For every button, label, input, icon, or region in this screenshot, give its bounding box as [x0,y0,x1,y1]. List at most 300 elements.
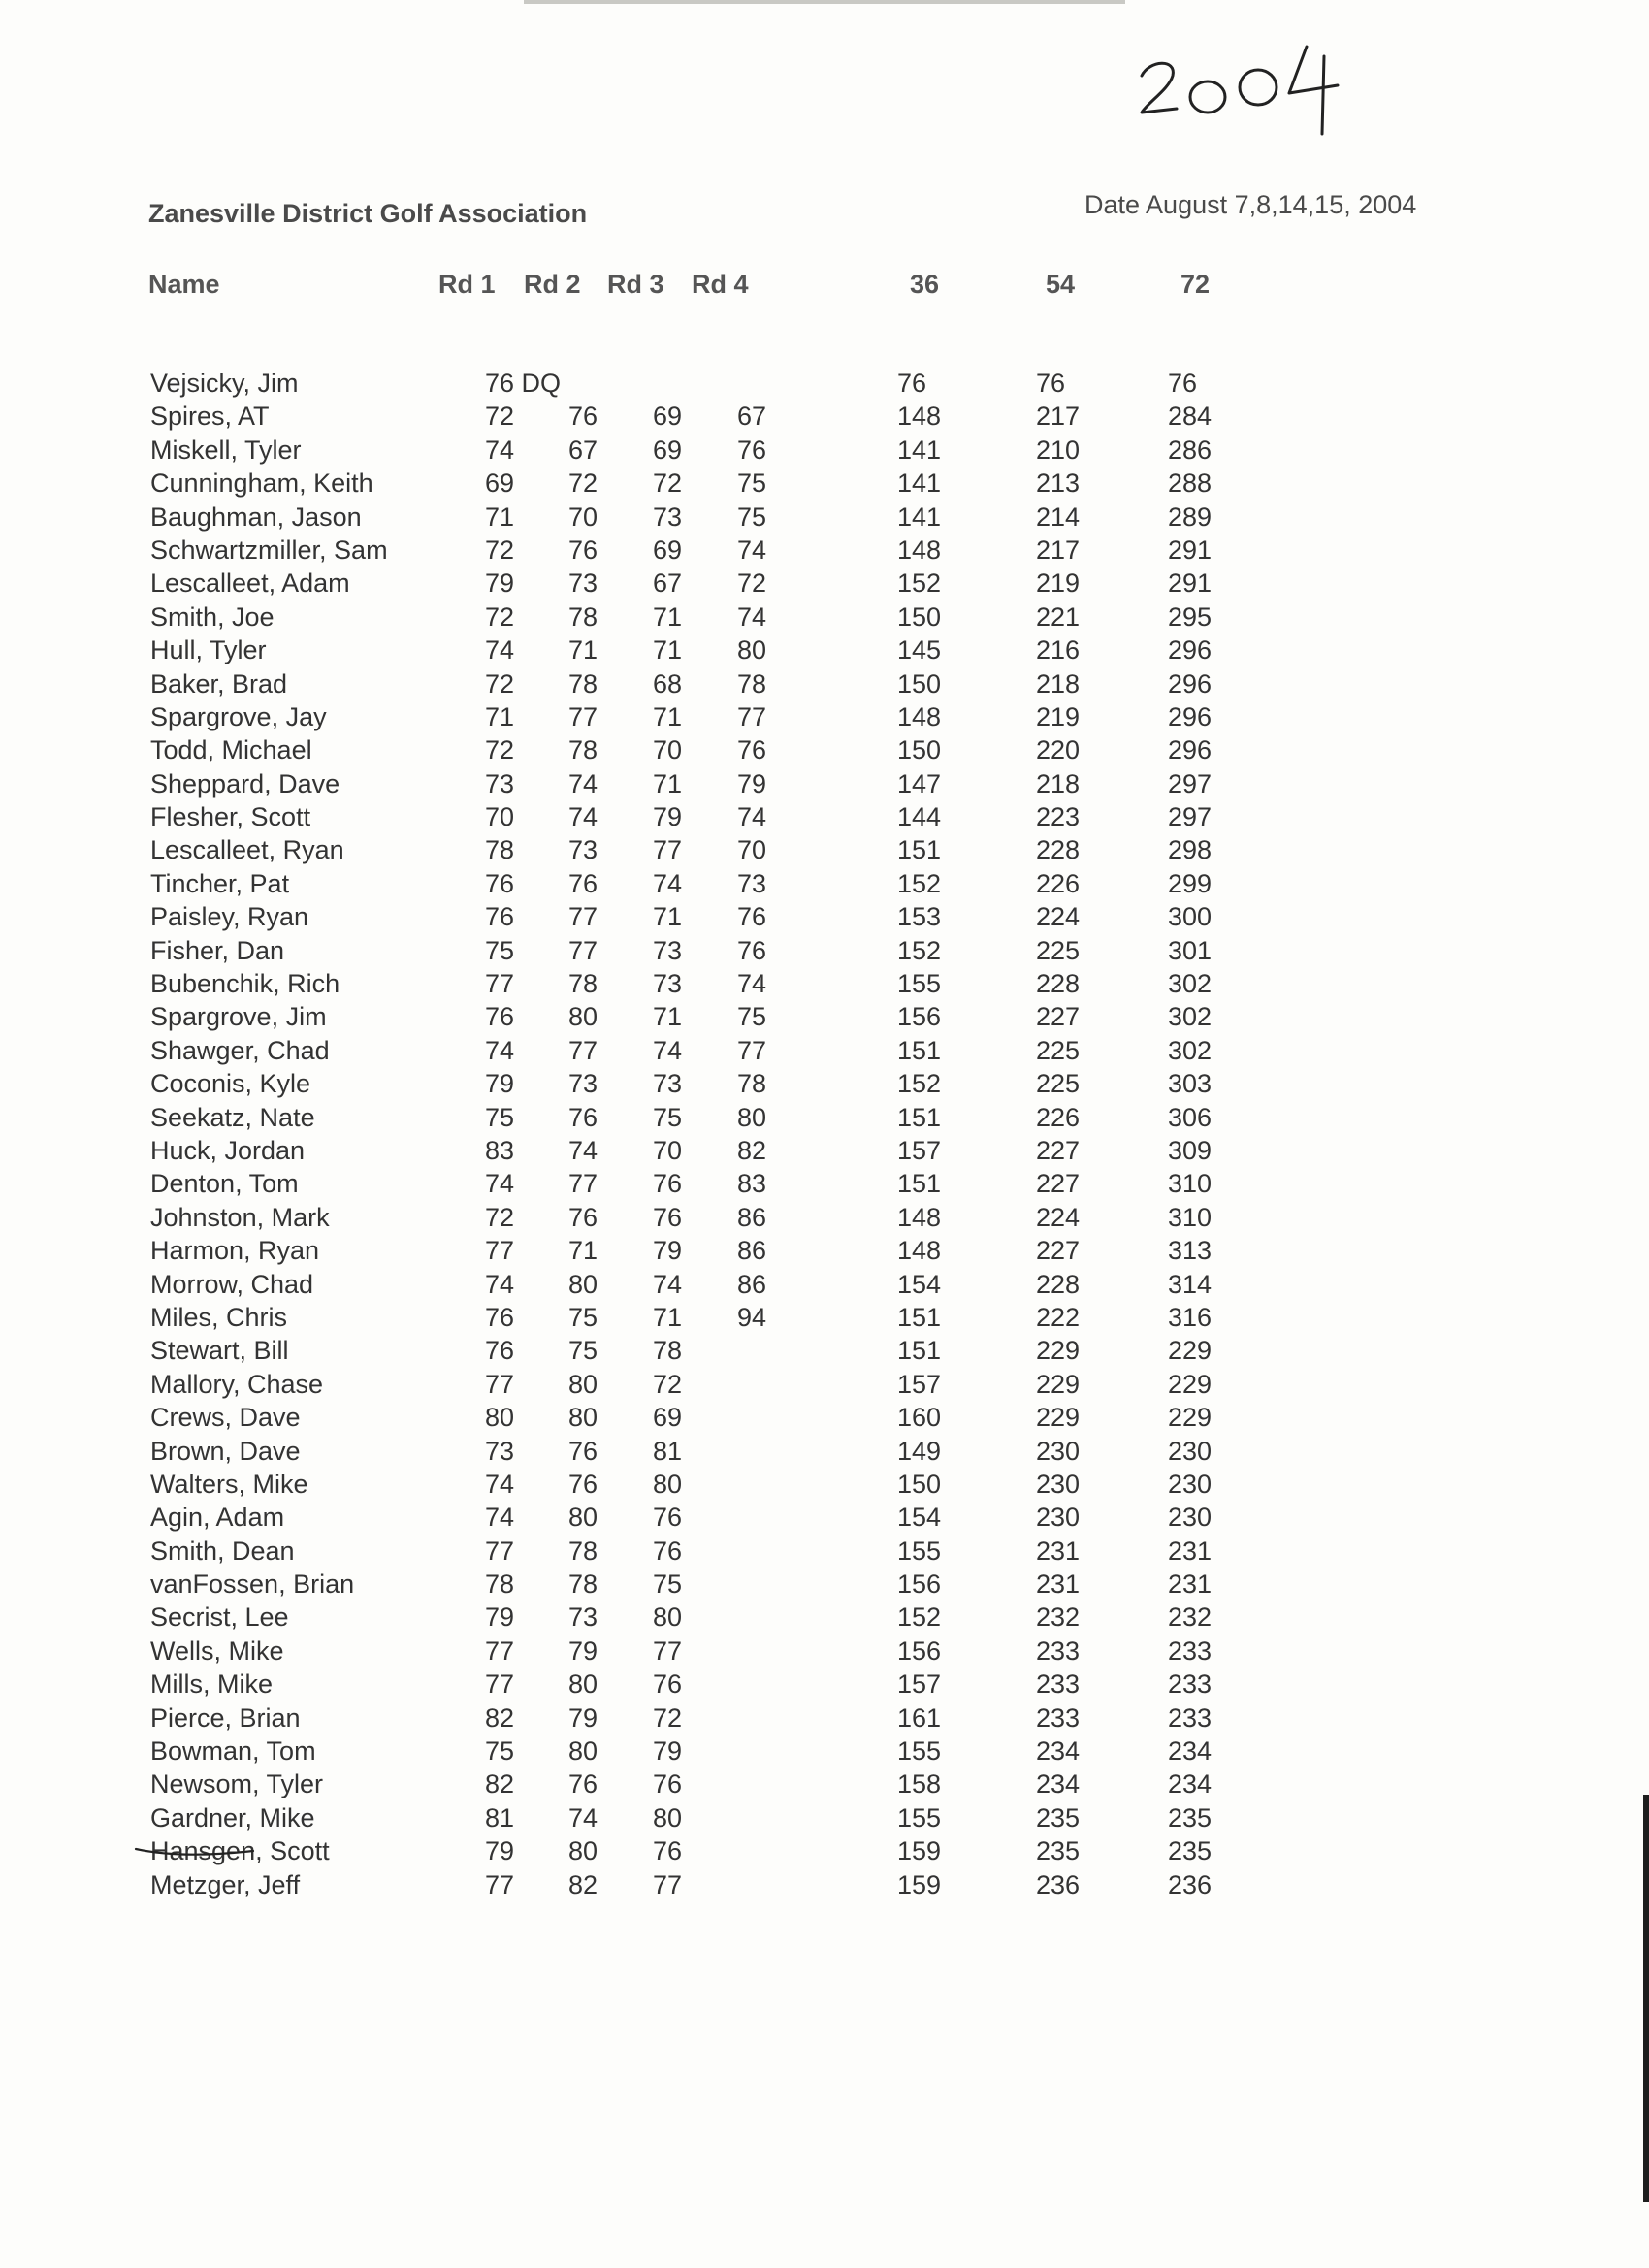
cell-t36: 159 [897,1836,942,1866]
cell-rd3: 68 [653,668,683,698]
cell-name: Coconis, Kyle [150,1069,311,1099]
cell-rd2: 77 [568,701,598,731]
cell-t72: 76 [1168,369,1198,398]
table-row [0,769,1649,802]
cell-rd2: 67 [568,435,598,465]
cell-rd3: 76 [653,1169,683,1199]
cell-name: Fisher, Dan [150,935,285,965]
cell-t54: 228 [1036,1269,1081,1299]
cell-t54: 225 [1036,935,1081,965]
cell-t36: 152 [897,868,942,898]
cell-t72: 230 [1168,1436,1212,1466]
cell-rd1: 79 [485,568,515,599]
cell-t36: 151 [897,1336,942,1366]
cell-rd4: 83 [737,1169,767,1199]
cell-rd2: 77 [568,1035,598,1065]
cell-t54: 217 [1036,402,1081,432]
cell-rd2: 79 [568,1636,598,1666]
cell-rd1: 70 [485,802,515,832]
cell-t36: 150 [897,601,942,632]
table-row [0,1303,1649,1336]
cell-rd3: 81 [653,1436,683,1466]
cell-t54: 230 [1036,1469,1081,1499]
table-row [0,1603,1649,1636]
cell-t72: 235 [1168,1802,1212,1832]
scan-edge-top [524,0,1125,4]
cell-t54: 230 [1036,1503,1081,1533]
cell-t54: 219 [1036,701,1081,731]
cell-t72: 301 [1168,935,1212,965]
cell-t36: 151 [897,1035,942,1065]
cell-t72: 233 [1168,1702,1212,1733]
cell-name: Vejsicky, Jim [150,369,299,398]
cell-t54: 227 [1036,1135,1081,1165]
cell-t36: 148 [897,1236,942,1266]
cell-rd4: 77 [737,701,767,731]
cell-rd2: 71 [568,1236,598,1266]
table-row [0,1270,1649,1303]
cell-rd2: 76 [568,402,598,432]
cell-t54: 221 [1036,601,1081,632]
cell-rd4: 74 [737,535,767,565]
table-row [0,1870,1649,1903]
cell-rd1: 74 [485,1469,515,1499]
cell-rd1: 71 [485,701,515,731]
cell-t36: 76 [897,369,927,398]
cell-t36: 161 [897,1702,942,1733]
cell-t54: 231 [1036,1536,1081,1566]
cell-rd2: 76 [568,1102,598,1132]
cell-rd1: 77 [485,969,515,999]
cell-rd1: 76 [485,1002,515,1032]
table-row [0,1437,1649,1470]
cell-rd3: 80 [653,1469,683,1499]
cell-t36: 141 [897,435,942,465]
header-54-hole-total: 54 [1046,270,1076,299]
cell-name: Metzger, Jeff [150,1869,301,1899]
cell-rd4: 77 [737,1035,767,1065]
cell-t72: 291 [1168,568,1212,599]
cell-rd2: 76 [568,868,598,898]
cell-rd1: 77 [485,1869,515,1899]
cell-rd1: 73 [485,1436,515,1466]
cell-rd3: 76 [653,1536,683,1566]
cell-t54: 219 [1036,568,1081,599]
cell-t54: 220 [1036,735,1081,765]
cell-rd3: 76 [653,1836,683,1866]
cell-name: Wells, Mike [150,1636,284,1666]
cell-t54: 233 [1036,1702,1081,1733]
header-72-hole-total: 72 [1180,270,1211,299]
cell-t36: 148 [897,701,942,731]
cell-name: Newsom, Tyler [150,1769,324,1799]
cell-t54: 226 [1036,868,1081,898]
cell-name: Spargrove, Jim [150,1002,327,1032]
cell-rd1: 77 [485,1536,515,1566]
table-row [0,1403,1649,1436]
cell-rd4: 76 [737,935,767,965]
table-row [0,602,1649,635]
cell-t54: 214 [1036,502,1081,532]
cell-rd3: 71 [653,1302,683,1332]
cell-rd2: 74 [568,768,598,798]
cell-rd2: 80 [568,1369,598,1399]
cell-rd1: 76 [485,868,515,898]
table-row [0,1769,1649,1802]
cell-t36: 151 [897,835,942,865]
cell-rd1: 76 [485,1302,515,1332]
cell-name: Crews, Dave [150,1403,301,1433]
cell-rd1: 83 [485,1135,515,1165]
cell-rd3: 72 [653,1369,683,1399]
cell-rd3: 69 [653,535,683,565]
cell-rd3: 71 [653,601,683,632]
cell-rd1: 82 [485,1769,515,1799]
cell-t36: 159 [897,1869,942,1899]
cell-t36: 157 [897,1669,942,1700]
cell-rd1: 76 [485,902,515,932]
table-row [0,1537,1649,1570]
cell-t54: 218 [1036,768,1081,798]
cell-t72: 297 [1168,802,1212,832]
cell-t54: 224 [1036,1202,1081,1232]
cell-t54: 210 [1036,435,1081,465]
cell-name: Baker, Brad [150,668,288,698]
table-row [0,369,1649,402]
cell-t72: 236 [1168,1869,1212,1899]
cell-t72: 303 [1168,1069,1212,1099]
cell-t54: 229 [1036,1403,1081,1433]
cell-t36: 148 [897,1202,942,1232]
cell-rd2: 76 [568,1769,598,1799]
cell-t54: 233 [1036,1636,1081,1666]
cell-name: Hull, Tyler [150,635,267,665]
cell-rd3: 69 [653,435,683,465]
cell-name: Schwartzmiller, Sam [150,535,388,565]
cell-t36: 155 [897,1736,942,1766]
cell-rd4: 67 [737,402,767,432]
cell-t54: 229 [1036,1336,1081,1366]
cell-name: Gardner, Mike [150,1802,315,1832]
cell-t54: 227 [1036,1236,1081,1266]
cell-rd3: 75 [653,1102,683,1132]
cell-rd2: 80 [568,1002,598,1032]
cell-rd2: 78 [568,1536,598,1566]
table-row [0,635,1649,668]
cell-t54: 225 [1036,1069,1081,1099]
handwritten-year-drawing [1130,39,1363,136]
cell-t36: 156 [897,1570,942,1600]
cell-rd1: 80 [485,1403,515,1433]
cell-rd2: 74 [568,802,598,832]
cell-t54: 235 [1036,1836,1081,1866]
event-date: Date August 7,8,14,15, 2004 [1084,190,1417,219]
cell-name: Agin, Adam [150,1503,285,1533]
cell-rd2: 75 [568,1302,598,1332]
cell-rd1: 72 [485,668,515,698]
cell-rd1: 79 [485,1836,515,1866]
cell-t72: 299 [1168,868,1212,898]
cell-t72: 231 [1168,1536,1212,1566]
cell-rd4: 74 [737,969,767,999]
cell-t36: 154 [897,1503,942,1533]
cell-t72: 235 [1168,1836,1212,1866]
cell-name: Lescalleet, Ryan [150,835,344,865]
cell-t36: 151 [897,1302,942,1332]
cell-name: Seekatz, Nate [150,1102,315,1132]
cell-rd3: 80 [653,1802,683,1832]
table-row [0,1036,1649,1069]
header-name: Name [148,270,220,299]
cell-name: Brown, Dave [150,1436,301,1466]
cell-name: Morrow, Chad [150,1269,314,1299]
cell-t72: 284 [1168,402,1212,432]
header-36-hole-total: 36 [910,270,940,299]
cell-name: Baughman, Jason [150,502,362,532]
cell-t36: 160 [897,1403,942,1433]
table-row [0,1136,1649,1169]
table-row [0,1336,1649,1369]
cell-name: Sheppard, Dave [150,768,340,798]
table-row [0,1669,1649,1702]
cell-rd4: 75 [737,469,767,499]
cell-t36: 155 [897,969,942,999]
cell-rd2: 74 [568,1802,598,1832]
cell-name: Todd, Michael [150,735,312,765]
cell-rd1: 72 [485,1202,515,1232]
cell-name: Walters, Mike [150,1469,308,1499]
table-row [0,1470,1649,1503]
cell-rd4: 86 [737,1202,767,1232]
cell-rd1: 74 [485,1503,515,1533]
cell-rd1: 72 [485,535,515,565]
cell-rd4: 75 [737,1002,767,1032]
cell-rd4: 76 [737,902,767,932]
cell-name: Smith, Dean [150,1536,295,1566]
cell-rd3: 74 [653,868,683,898]
cell-rd2: 80 [568,1503,598,1533]
cell-rd2: 80 [568,1736,598,1766]
cell-rd3: 74 [653,1035,683,1065]
cell-rd1: 74 [485,635,515,665]
cell-t36: 141 [897,502,942,532]
score-table [0,369,1649,1903]
cell-t36: 144 [897,802,942,832]
cell-t36: 150 [897,1469,942,1499]
handwritten-year [1130,39,1363,136]
cell-rd2: 77 [568,1169,598,1199]
cell-rd4: 76 [737,435,767,465]
cell-t36: 157 [897,1135,942,1165]
cell-t72: 302 [1168,969,1212,999]
cell-rd2: 78 [568,735,598,765]
cell-rd2: 78 [568,601,598,632]
cell-rd4: 73 [737,868,767,898]
cell-name: Lescalleet, Adam [150,568,350,599]
cell-t54: 227 [1036,1002,1081,1032]
cell-t54: 218 [1036,668,1081,698]
table-row [0,1636,1649,1669]
cell-name: Mallory, Chase [150,1369,324,1399]
cell-rd1: 77 [485,1369,515,1399]
cell-name: Denton, Tom [150,1169,299,1199]
table-row [0,1370,1649,1403]
cell-rd1: 74 [485,1269,515,1299]
cell-name: Mills, Mike [150,1669,273,1700]
table-row [0,902,1649,935]
cell-t54: 222 [1036,1302,1081,1332]
cell-name: Pierce, Brian [150,1702,301,1733]
cell-t72: 296 [1168,701,1212,731]
header-rd4: Rd 4 [692,270,749,299]
cell-t72: 309 [1168,1135,1212,1165]
cell-name: Johnston, Mark [150,1202,330,1232]
cell-t72: 229 [1168,1336,1212,1366]
cell-rd3: 71 [653,1002,683,1032]
cell-t72: 291 [1168,535,1212,565]
cell-t36: 151 [897,1169,942,1199]
cell-t36: 155 [897,1802,942,1832]
cell-t54: 230 [1036,1436,1081,1466]
cell-name: vanFossen, Brian [150,1570,355,1600]
cell-name: Smith, Joe [150,601,275,632]
table-row [0,835,1649,868]
cell-rd3: 79 [653,1736,683,1766]
cell-rd3: 79 [653,802,683,832]
cell-rd3: 71 [653,902,683,932]
table-row [0,1703,1649,1736]
cell-t54: 228 [1036,835,1081,865]
cell-name: Cunningham, Keith [150,469,373,499]
cell-name: Harmon, Ryan [150,1236,320,1266]
cell-t36: 152 [897,1603,942,1633]
cell-t72: 298 [1168,835,1212,865]
cell-rd3: 70 [653,735,683,765]
cell-t72: 234 [1168,1769,1212,1799]
cell-rd3: 78 [653,1336,683,1366]
cell-rd3: 72 [653,469,683,499]
cell-rd2: 73 [568,1603,598,1633]
cell-rd1: 71 [485,502,515,532]
cell-rd4: 82 [737,1135,767,1165]
cell-rd1: 78 [485,835,515,865]
cell-t54: 229 [1036,1369,1081,1399]
cell-t54: 76 [1036,369,1066,398]
cell-rd1: 72 [485,601,515,632]
cell-rd2: 74 [568,1135,598,1165]
cell-name: Bowman, Tom [150,1736,316,1766]
cell-rd3: 74 [653,1269,683,1299]
cell-rd4: 78 [737,668,767,698]
cell-t54: 213 [1036,469,1081,499]
cell-rd1: 79 [485,1603,515,1633]
cell-t36: 153 [897,902,942,932]
cell-t72: 229 [1168,1403,1212,1433]
cell-rd1: 76 DQ [485,369,562,398]
cell-rd1: 72 [485,735,515,765]
table-row [0,469,1649,502]
cell-rd3: 70 [653,1135,683,1165]
table-row [0,502,1649,535]
cell-t54: 216 [1036,635,1081,665]
cell-t54: 228 [1036,969,1081,999]
cell-name: Secrist, Lee [150,1603,289,1633]
table-row [0,402,1649,435]
cell-t72: 296 [1168,668,1212,698]
cell-t72: 296 [1168,735,1212,765]
cell-name: Tincher, Pat [150,868,290,898]
cell-rd1: 73 [485,768,515,798]
cell-rd3: 76 [653,1202,683,1232]
cell-t36: 152 [897,568,942,599]
cell-rd2: 73 [568,568,598,599]
cell-rd3: 73 [653,1069,683,1099]
cell-rd2: 79 [568,1702,598,1733]
cell-t72: 234 [1168,1736,1212,1766]
cell-t72: 286 [1168,435,1212,465]
cell-t72: 295 [1168,601,1212,632]
cell-t36: 152 [897,935,942,965]
cell-rd2: 80 [568,1403,598,1433]
cell-rd3: 67 [653,568,683,599]
table-row [0,702,1649,735]
cell-t36: 148 [897,535,942,565]
cell-rd2: 82 [568,1869,598,1899]
cell-rd3: 76 [653,1503,683,1533]
cell-rd4: 80 [737,1102,767,1132]
cell-rd2: 76 [568,1436,598,1466]
cell-rd3: 71 [653,768,683,798]
cell-t54: 217 [1036,535,1081,565]
header-rd2: Rd 2 [524,270,581,299]
organization-title: Zanesville District Golf Association [148,199,588,228]
cell-t72: 313 [1168,1236,1212,1266]
table-row [0,802,1649,835]
header-rd1: Rd 1 [438,270,496,299]
cell-rd3: 69 [653,1403,683,1433]
table-row [0,1503,1649,1536]
cell-t36: 150 [897,668,942,698]
cell-rd1: 77 [485,1669,515,1700]
table-row [0,1570,1649,1603]
cell-rd4: 76 [737,735,767,765]
cell-rd2: 70 [568,502,598,532]
table-row [0,936,1649,969]
cell-t36: 149 [897,1436,942,1466]
table-row [0,568,1649,601]
cell-rd3: 76 [653,1669,683,1700]
cell-rd3: 73 [653,969,683,999]
table-row [0,1203,1649,1236]
cell-t72: 230 [1168,1469,1212,1499]
cell-rd2: 71 [568,635,598,665]
cell-t72: 296 [1168,635,1212,665]
cell-name: Spargrove, Jay [150,701,327,731]
table-row [0,1736,1649,1769]
cell-rd3: 71 [653,701,683,731]
cell-rd4: 79 [737,768,767,798]
cell-t36: 156 [897,1636,942,1666]
cell-t36: 154 [897,1269,942,1299]
table-row [0,1169,1649,1202]
cell-t54: 232 [1036,1603,1081,1633]
cell-name: Flesher, Scott [150,802,311,832]
cell-rd1: 75 [485,1736,515,1766]
cell-t36: 150 [897,735,942,765]
cell-rd2: 76 [568,1469,598,1499]
table-row [0,1069,1649,1102]
cell-t72: 233 [1168,1669,1212,1700]
